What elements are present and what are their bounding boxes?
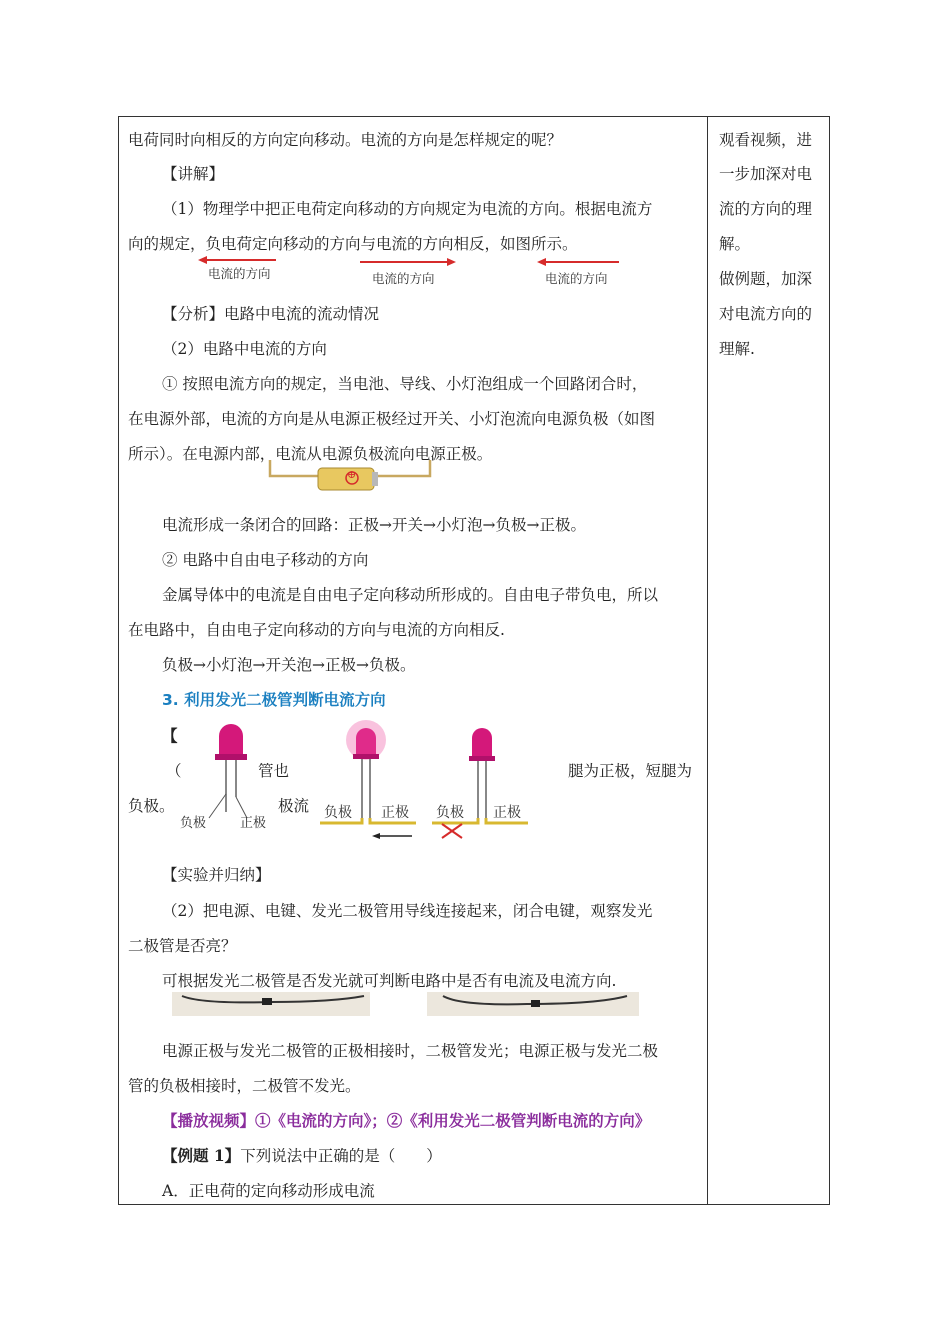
paragraph-line: ① 按照电流方向的规定，当电池、导线、小灯泡组成一个回路闭合时， — [162, 375, 648, 393]
column-divider — [707, 116, 708, 1205]
arrow-right-2 — [360, 257, 456, 267]
arrow-left-3 — [537, 257, 619, 267]
paragraph-line: （2）把电源、电键、发光二极管用导线连接起来，闭合电键，观察发光 — [162, 902, 653, 920]
text-fragment: 【 — [162, 726, 178, 745]
paragraph-line: 所示）。在电源内部，电流从电源负极流向电源正极。 — [128, 445, 493, 463]
arrow-label: 电流的方向 — [372, 271, 435, 286]
section-label-analysis: 【分析】电路中电流的流动情况 — [162, 305, 380, 323]
paragraph-line: ② 电路中自由电子移动的方向 — [162, 551, 369, 569]
section-heading: 3. 利用发光二极管判断电流方向 — [162, 691, 386, 709]
paragraph-line: （1）物理学中把正电荷定向移动的方向规定为电流的方向。根据电流方 — [162, 200, 653, 218]
paragraph-line: 电流形成一条闭合的回路：正极→开关→小灯泡→负极→正极。 — [162, 516, 586, 534]
paragraph-line: 可根据发光二极管是否发光就可判断电路中是否有电流及电流方向. — [162, 972, 617, 990]
side-note-line: 解。 — [719, 235, 751, 253]
video-link-line: 【播放视频】①《电流的方向》；②《利用发光二极管判断电流的方向》 — [162, 1111, 651, 1130]
side-note-line: 对电流方向的 — [719, 305, 813, 323]
led-diagram-3-off — [432, 726, 528, 840]
side-note-line: 观看视频，进 — [719, 131, 813, 149]
led-negative-label: 负极 — [436, 805, 464, 821]
paragraph-line: 金属导体中的电流是自由电子定向移动所形成的。自由电子带负电，所以 — [162, 586, 659, 604]
circuit-photo-1 — [172, 992, 370, 1016]
side-note-line: 流的方向的理 — [719, 200, 813, 218]
answer-option-a: A．正电荷的定向移动形成电流 — [162, 1182, 375, 1200]
text-fragment: 管也 — [258, 762, 290, 780]
example-label: 【例题 1】 — [162, 1146, 241, 1165]
side-note-line: 理解. — [719, 340, 755, 358]
section-label-experiment: 【实验并归纳】 — [162, 866, 271, 884]
section-label-explain: 【讲解】 — [162, 165, 225, 183]
side-note-line: 做例题，加深 — [719, 270, 813, 288]
circuit-photo-2 — [427, 992, 639, 1016]
example-stem: 下列说法中正确的是（ ） — [240, 1147, 442, 1165]
paragraph-line: 电源正极与发光二极管的正极相接时，二极管发光；电源正极与发光二极 — [162, 1042, 659, 1060]
led-positive-label: 正极 — [493, 805, 521, 821]
arrow-label: 电流的方向 — [545, 271, 608, 286]
side-note-line: 一步加深对电 — [719, 165, 813, 183]
paragraph-line: 二极管是否亮？ — [128, 937, 237, 955]
text-fragment: （ — [166, 762, 182, 780]
paragraph-line: 在电路中，自由电子定向移动的方向与电流的方向相反. — [128, 621, 505, 639]
paragraph-line: 负极→小灯泡→开关泡→正极→负极。 — [162, 656, 416, 674]
led-positive-label: 正极 — [381, 805, 409, 821]
battery-plus-icon: ⊕ — [347, 468, 357, 481]
paragraph-line: 管的负极相接时，二极管不发光。 — [128, 1077, 361, 1095]
text-fragment: 极流 — [278, 797, 310, 815]
text-fragment: 腿为正极，短腿为 — [568, 762, 693, 780]
led-diagram-1 — [205, 722, 265, 822]
text-fragment: 负极。 — [128, 797, 175, 815]
example-question — [162, 1146, 442, 1166]
paragraph-line: 电荷同时向相反的方向定向移动。电流的方向是怎样规定的呢？ — [128, 131, 563, 149]
led-positive-label: 正极 — [240, 816, 267, 831]
paragraph-line: （2）电路中电流的方向 — [162, 340, 327, 358]
led-negative-label: 负极 — [180, 816, 207, 831]
led-diagram-2-lit — [320, 720, 416, 840]
paragraph-line: 在电源外部，电流的方向是从电源正极经过开关、小灯泡流向电源负极（如图 — [128, 410, 656, 428]
paragraph-line: 向的规定，负电荷定向移动的方向与电流的方向相反，如图所示。 — [128, 235, 578, 253]
led-negative-label: 负极 — [324, 805, 352, 821]
arrow-label: 电流的方向 — [208, 266, 271, 281]
